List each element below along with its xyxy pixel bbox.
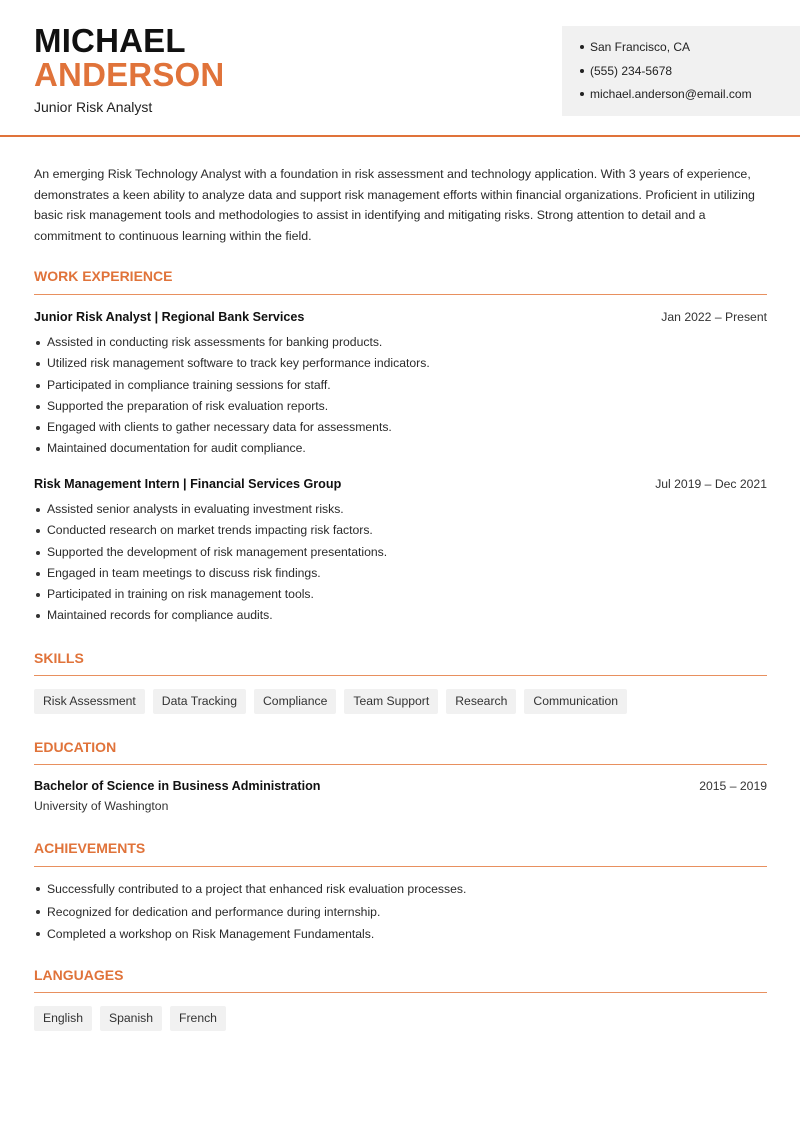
list-item: Supported the development of risk management presentations. [34,542,767,563]
skill-tag: Team Support [344,689,438,714]
skill-tag: Risk Assessment [34,689,145,714]
job-dates: Jul 2019 – Dec 2021 [655,477,767,491]
job-role: Junior Risk Analyst | Regional Bank Services [34,310,305,324]
contact-location: San Francisco, CA [580,38,800,62]
achievements-heading: ACHIEVEMENTS [34,840,146,856]
language-tag: French [170,1006,226,1031]
section-divider [34,992,767,993]
achievement-bullets [34,878,767,946]
list-item: Assisted senior analysts in evaluating investment risks. [34,499,767,520]
list-item: Engaged with clients to gather necessary data for assessments. [34,417,767,438]
skills-tags [34,689,627,714]
job-header [34,310,767,324]
last-name: ANDERSON [34,56,225,93]
list-item: Participated in training on risk management tools. [34,584,767,605]
job-title: Junior Risk Analyst [34,99,153,115]
contact-box [562,26,800,116]
job-bullets [34,499,767,627]
list-item: Participated in compliance training sessions for staff. [34,375,767,396]
job-header [34,477,767,491]
job-bullets [34,332,767,460]
language-tags [34,1006,226,1031]
section-divider [34,866,767,867]
degree-title: Bachelor of Science in Business Administration [34,779,321,793]
skill-tag: Compliance [254,689,336,714]
list-item: Completed a workshop on Risk Management Fundamentals. [34,923,767,946]
list-item: Maintained documentation for audit compliance. [34,438,767,459]
skill-tag: Communication [524,689,627,714]
job-dates: Jan 2022 – Present [661,310,767,324]
languages-heading: LANGUAGES [34,967,124,983]
list-item: Successfully contributed to a project that enhanced risk evaluation processes. [34,878,767,901]
first-name: MICHAEL [34,22,186,59]
section-divider [34,764,767,765]
list-item: Conducted research on market trends impacting risk factors. [34,520,767,541]
school-name: University of Washington [34,799,169,813]
list-item: Utilized risk management software to track key performance indicators. [34,353,767,374]
contact-phone: (555) 234-5678 [580,62,800,86]
summary-paragraph: An emerging Risk Technology Analyst with a foundation in risk assessment and technology application. With 3 years of experience, demonstrates a keen ability to analyze data and support risk management efforts within financial organizations. Proficient in utilizing basic risk management tools and methodologies to assist in identifying and mitigating risks. Strong attention to detail and a commitment to continuous learning within the field. [34,167,755,244]
language-tag: Spanish [100,1006,162,1031]
resume-header [0,0,800,137]
list-item: Recognized for dedication and performance during internship. [34,901,767,924]
education-heading: EDUCATION [34,739,117,755]
skill-tag: Research [446,689,516,714]
list-item: Maintained records for compliance audits. [34,605,767,626]
skill-tag: Data Tracking [153,689,246,714]
work-experience-heading: WORK EXPERIENCE [34,268,173,284]
education-dates: 2015 – 2019 [699,779,767,793]
section-divider [34,675,767,676]
language-tag: English [34,1006,92,1031]
list-item: Engaged in team meetings to discuss risk findings. [34,563,767,584]
list-item: Supported the preparation of risk evaluation reports. [34,396,767,417]
skills-heading: SKILLS [34,650,84,666]
section-divider [34,294,767,295]
education-header [34,779,767,793]
contact-email: michael.anderson@email.com [580,85,800,109]
list-item: Assisted in conducting risk assessments for banking products. [34,332,767,353]
job-role: Risk Management Intern | Financial Services Group [34,477,342,491]
